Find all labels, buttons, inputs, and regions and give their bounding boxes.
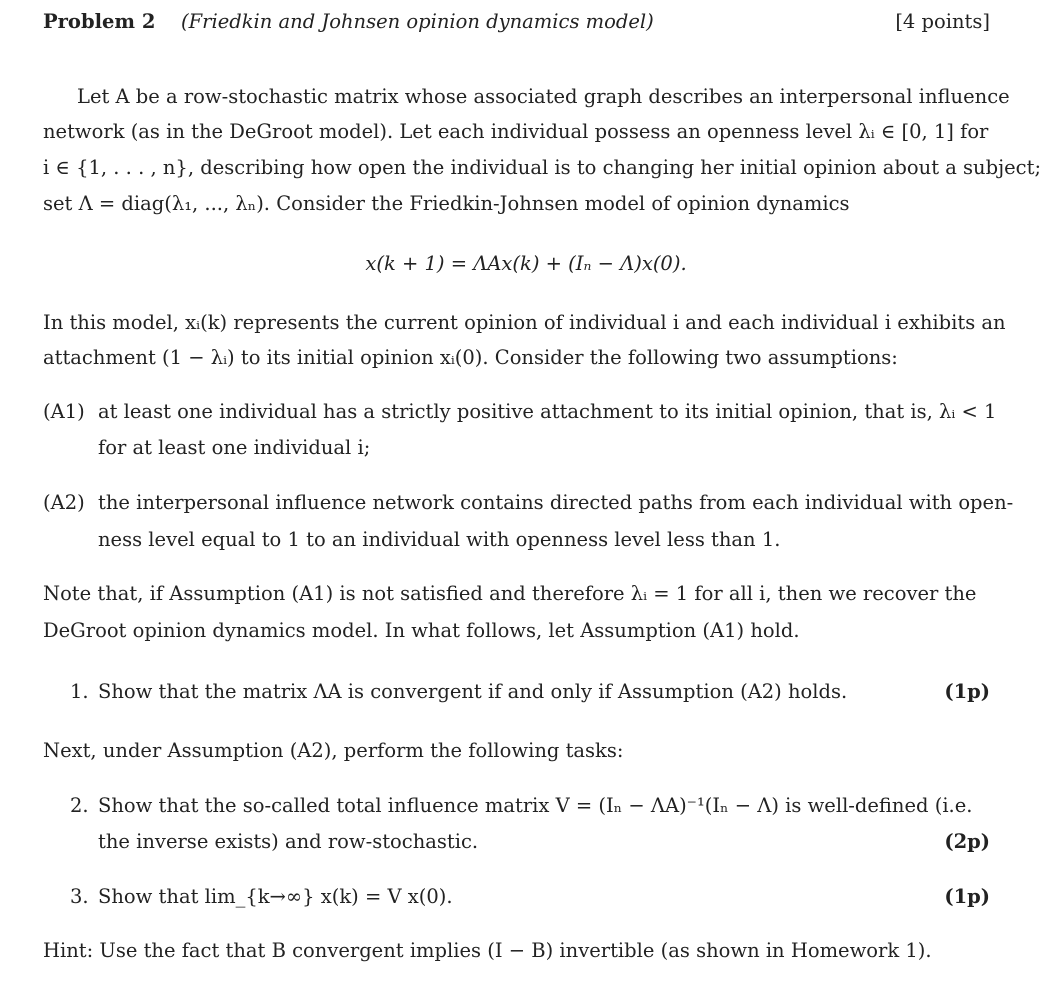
assumption-line: at least one individual has a strictly positive attachment to its initial opinion, that is, λᵢ < 1: [98, 400, 997, 423]
problem-label: Problem 2: [43, 10, 156, 33]
task-text: Show that lim_{k→∞} x(k) = V x(0).: [98, 885, 453, 908]
hint-text: Hint: Use the fact that B convergent implies (I − B) invertible (as shown in Homework 1).: [43, 939, 932, 962]
task-points: (1p): [944, 885, 990, 908]
model-line-1: In this model, xᵢ(k) represents the current opinion of individual i and each individual i exhibits an: [43, 311, 1006, 334]
task-text-continued: the inverse exists) and row-stochastic.: [98, 830, 479, 853]
assumption-label: (A2): [43, 491, 85, 514]
intro-line-2: network (as in the DeGroot model). Let each individual possess an openness level λᵢ ∈ [0, 1] for: [43, 120, 989, 143]
model-line-2: attachment (1 − λᵢ) to its initial opinion xᵢ(0). Consider the following two assumptions:: [43, 346, 898, 369]
assumption-line: ness level equal to 1 to an individual with openness level less than 1.: [98, 528, 781, 551]
problem-points: [895, 12, 990, 32]
intro-line-1: Let A be a row-stochastic matrix whose associated graph describes an interpersonal influence: [77, 85, 1010, 108]
note-line-2: DeGroot opinion dynamics model. In what follows, let Assumption (A1) hold.: [43, 619, 800, 642]
assumption-line: the interpersonal influence network contains directed paths from each individual with open-: [98, 491, 1014, 514]
task-points: (2p): [944, 830, 990, 853]
task-text: Show that the matrix ΛA is convergent if and only if Assumption (A2) holds.: [98, 680, 848, 703]
task-number: 2.: [70, 794, 89, 817]
task-text: Show that the so-called total influence matrix V = (Iₙ − ΛA)⁻¹(Iₙ − Λ) is well-defined (i.e.: [98, 794, 973, 817]
assumption-label: (A1): [43, 400, 85, 423]
next-text: Next, under Assumption (A2), perform the following tasks:: [43, 739, 624, 762]
fj-model-equation: x(k + 1) = ΛAx(k) + (Iₙ − Λ)x(0).: [365, 252, 687, 275]
note-line-1: Note that, if Assumption (A1) is not satisfied and therefore λᵢ = 1 for all i, then we recover the: [43, 582, 977, 605]
assumption-line: for at least one individual i;: [98, 436, 371, 459]
task-number: 3.: [70, 885, 89, 908]
intro-line-4: set Λ = diag(λ₁, ..., λₙ). Consider the Friedkin-Johnsen model of opinion dynamics: [43, 192, 850, 215]
problem-title: (Friedkin and Johnsen opinion dynamics model): [181, 10, 654, 33]
intro-line-3: i ∈ {1, . . . , n}, describing how open the individual is to changing her initial opinion about a subject;: [43, 156, 1042, 179]
task-points: (1p): [944, 680, 990, 703]
task-number: 1.: [70, 680, 89, 703]
points-text: [4 points]: [895, 10, 990, 33]
